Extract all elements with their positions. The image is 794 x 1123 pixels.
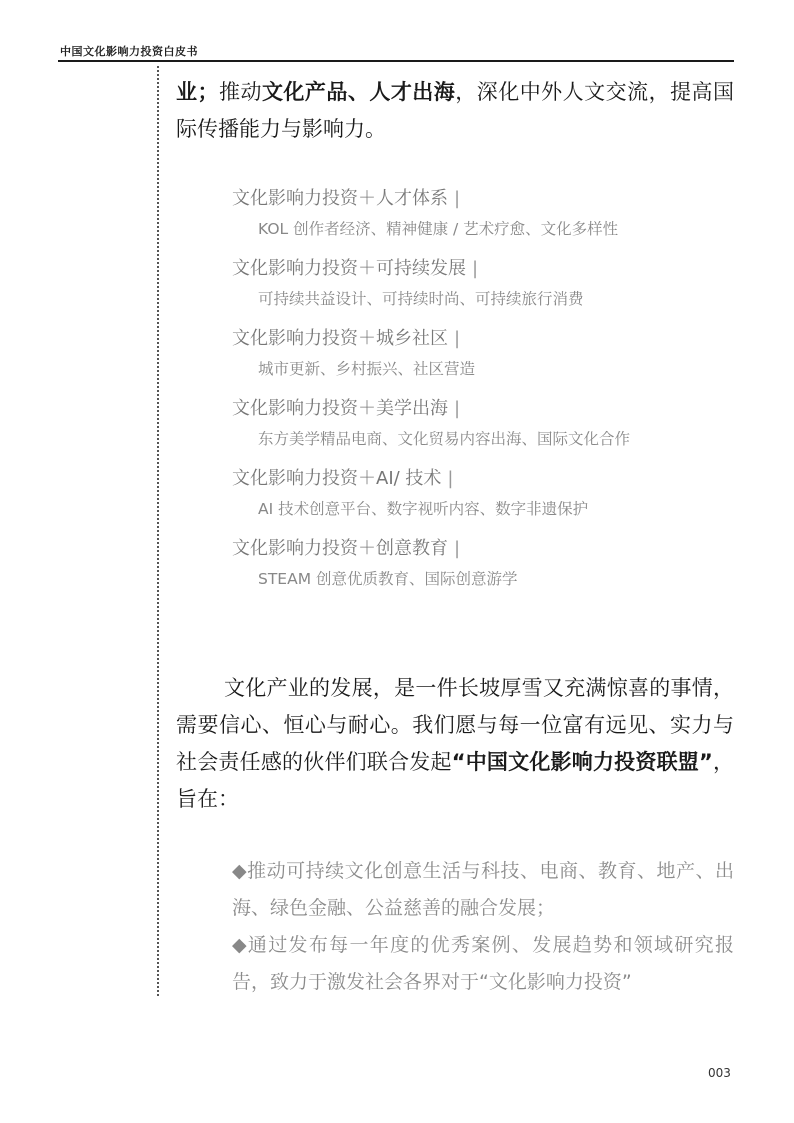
item-title <box>232 324 732 354</box>
item-title <box>232 464 732 494</box>
item-title-text: 文化影响力投资＋美学出海 <box>232 398 448 419</box>
bullet-text: 通过发布每一年度的优秀案例、发展趋势和领域研究报告，致力于激发社会各界对于“文化影响力投资” <box>232 934 734 993</box>
investment-areas-list <box>232 184 732 604</box>
page-number: 003 <box>708 1066 731 1080</box>
item-title-text: 文化影响力投资＋可持续发展 <box>232 258 466 279</box>
item-title <box>232 534 732 564</box>
item-description: 可持续共益设计、可持续时尚、可持续旅行消费 <box>258 290 584 308</box>
list-item <box>232 464 732 534</box>
item-description: KOL 创作者经济、精神健康 / 艺术疗愈、文化多样性 <box>258 220 619 238</box>
top-paragraph-seg3: 文化产品、人才出海 <box>261 80 456 104</box>
item-title-text: 文化影响力投资＋创意教育 <box>232 538 448 559</box>
top-paragraph-seg2: 推动 <box>218 80 262 104</box>
middle-paragraph-seg3: ，旨在： <box>176 750 735 811</box>
item-title <box>232 184 732 214</box>
margin-dotted-rule <box>157 66 159 996</box>
running-header-title: 中国文化影响力投资白皮书 <box>60 45 198 58</box>
top-text-block <box>176 74 734 148</box>
middle-text-block <box>176 670 734 818</box>
middle-paragraph-seg1: 文化产业的发展，是一件长坡厚雪又充满惊喜的事情，需要信心、恒心与耐心。我们愿与每一位富有远见、实力与社会责任感的伙伴们联合发起 <box>176 676 734 774</box>
item-separator: | <box>454 398 461 419</box>
top-paragraph-seg1: 业； <box>176 80 219 104</box>
item-description: 城市更新、乡村振兴、社区营造 <box>258 360 476 378</box>
item-separator: | <box>447 468 454 489</box>
item-description: 东方美学精品电商、文化贸易内容出海、国际文化合作 <box>258 430 631 448</box>
item-separator: | <box>454 188 461 209</box>
top-paragraph <box>176 74 734 148</box>
diamond-bullet-icon: ◆ <box>232 934 248 956</box>
top-paragraph-seg4: ，深化中外人文交流，提高国际传播能力与影响力。 <box>176 80 735 141</box>
list-item <box>232 254 732 324</box>
faded-bullet-list <box>232 853 734 1001</box>
diamond-bullet-icon: ◆ <box>232 860 248 882</box>
header-rule <box>58 60 734 62</box>
bullet-item <box>232 927 734 1001</box>
list-item <box>232 324 732 394</box>
item-title-text: 文化影响力投资＋人才体系 <box>232 188 448 209</box>
item-separator: | <box>454 538 461 559</box>
bullet-item <box>232 853 734 927</box>
bullet-text: 推动可持续文化创意生活与科技、电商、教育、地产、出海、绿色金融、公益慈善的融合发展； <box>232 860 734 919</box>
item-separator: | <box>472 258 479 279</box>
list-item <box>232 534 732 604</box>
item-title-text: 文化影响力投资＋AI/ 技术 <box>232 468 442 489</box>
item-description: STEAM 创意优质教育、国际创意游学 <box>258 570 518 588</box>
item-description: AI 技术创意平台、数字视听内容、数字非遗保护 <box>258 500 589 518</box>
item-title-text: 文化影响力投资＋城乡社区 <box>232 328 448 349</box>
list-item <box>232 184 732 254</box>
list-item <box>232 394 732 464</box>
middle-paragraph-seg2: “中国文化影响力投资联盟” <box>451 750 713 774</box>
item-separator: | <box>454 328 461 349</box>
item-title <box>232 394 732 424</box>
middle-paragraph <box>176 670 734 818</box>
item-title <box>232 254 732 284</box>
